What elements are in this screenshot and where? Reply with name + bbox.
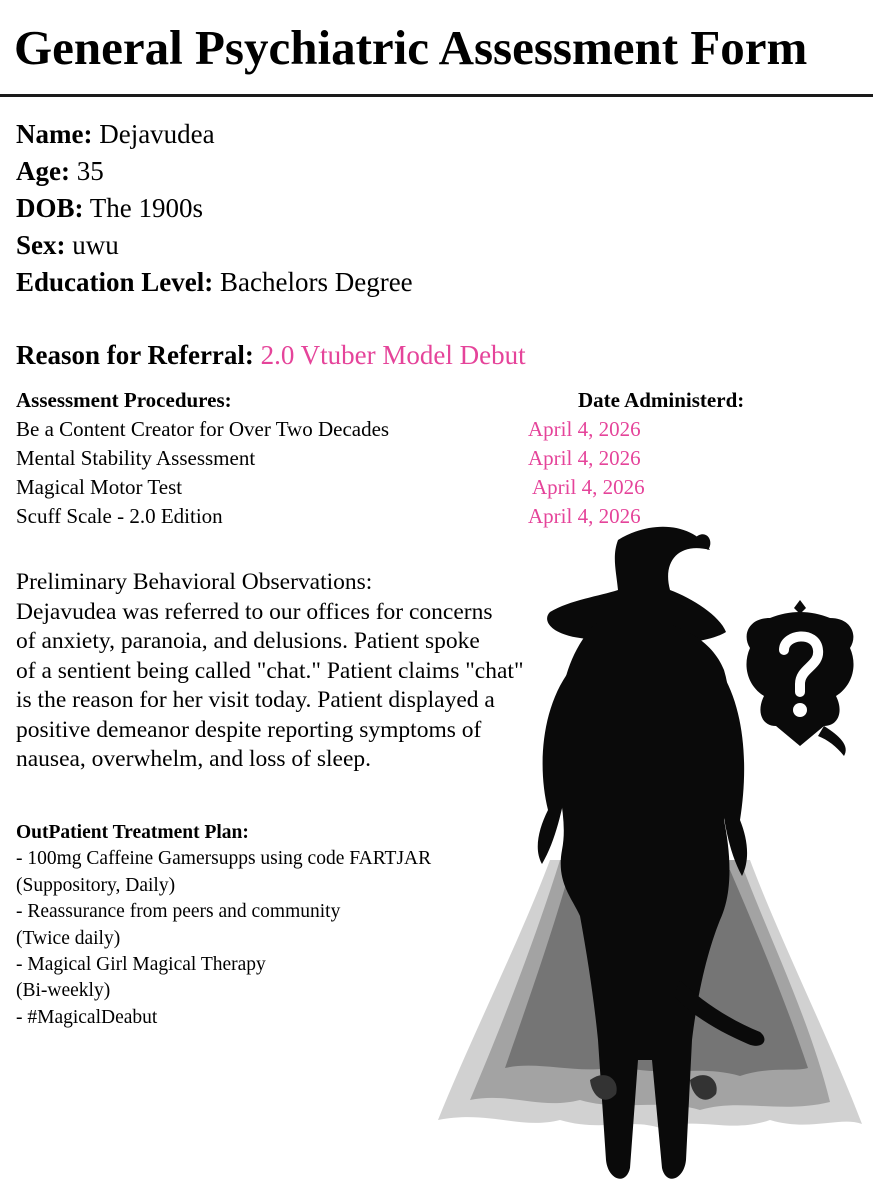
treatment-plan xyxy=(16,820,431,1031)
procedure-name: Magical Motor Test xyxy=(16,475,183,499)
age-label: Age: xyxy=(16,156,70,186)
treatment-line: - Magical Girl Magical Therapy xyxy=(16,954,266,976)
procedure-date: April 4, 2026 xyxy=(528,417,641,441)
title-divider xyxy=(0,94,873,97)
observation-line: nausea, overwhelm, and loss of sleep. xyxy=(16,746,372,772)
observation-line: of a sentient being called "chat." Patient claims "chat" xyxy=(16,657,524,684)
sex-label: Sex: xyxy=(16,230,66,260)
observations-heading: Preliminary Behavioral Observations: xyxy=(16,569,373,595)
treatment-line: - 100mg Caffeine Gamersupps using code FARTJAR xyxy=(16,848,432,870)
observation-line: of anxiety, paranoia, and delusions. Patient spoke xyxy=(16,628,480,654)
treatment-line: - #MagicalDeabut xyxy=(16,1006,158,1028)
dob-row xyxy=(16,190,413,227)
procedure-date: April 4, 2026 xyxy=(528,504,641,528)
referral-value: 2.0 Vtuber Model Debut xyxy=(260,340,526,370)
assessment-procedures xyxy=(16,386,776,531)
procedure-date: April 4, 2026 xyxy=(532,475,645,499)
procedure-name: Mental Stability Assessment xyxy=(16,446,256,470)
name-value: Dejavudea xyxy=(99,119,215,149)
observation-line: is the reason for her visit today. Patient displayed a xyxy=(16,687,495,713)
sex-row xyxy=(16,227,413,264)
procedure-row xyxy=(16,473,776,502)
referral-row xyxy=(16,337,526,374)
education-label: Education Level: xyxy=(16,267,214,297)
procedures-header: Assessment Procedures: xyxy=(16,388,232,412)
procedure-date: April 4, 2026 xyxy=(528,446,641,470)
age-row xyxy=(16,153,413,190)
observation-line: Dejavudea was referred to our offices for concerns xyxy=(16,598,493,625)
name-label: Name: xyxy=(16,119,93,149)
procedure-name: Scuff Scale - 2.0 Edition xyxy=(16,504,223,528)
procedure-name: Be a Content Creator for Over Two Decades xyxy=(16,417,390,441)
observation-line: positive demeanor despite reporting symptoms of xyxy=(16,716,482,743)
treatment-line: (Suppository, Daily) xyxy=(16,874,176,896)
patient-info xyxy=(16,116,413,301)
procedure-row xyxy=(16,415,776,444)
procedures-header-row xyxy=(16,386,776,415)
dob-value: The 1900s xyxy=(89,193,203,223)
dob-label: DOB: xyxy=(16,193,84,223)
treatment-heading: OutPatient Treatment Plan: xyxy=(16,822,249,843)
behavioral-observations xyxy=(16,568,596,775)
age-value: 35 xyxy=(76,156,104,186)
treatment-line: - Reassurance from peers and community xyxy=(16,901,341,923)
education-row xyxy=(16,264,413,301)
treatment-line: (Twice daily) xyxy=(16,927,121,949)
treatment-line: (Bi-weekly) xyxy=(16,980,111,1002)
question-mark-emblem-icon xyxy=(740,596,860,761)
name-row xyxy=(16,116,413,153)
date-header: Date Administerd: xyxy=(578,388,745,412)
procedure-row xyxy=(16,444,776,473)
referral-label: Reason for Referral: xyxy=(16,340,254,370)
sex-value: uwu xyxy=(72,230,119,260)
education-value: Bachelors Degree xyxy=(220,267,413,297)
form-title: General Psychiatric Assessment Form xyxy=(14,20,808,75)
